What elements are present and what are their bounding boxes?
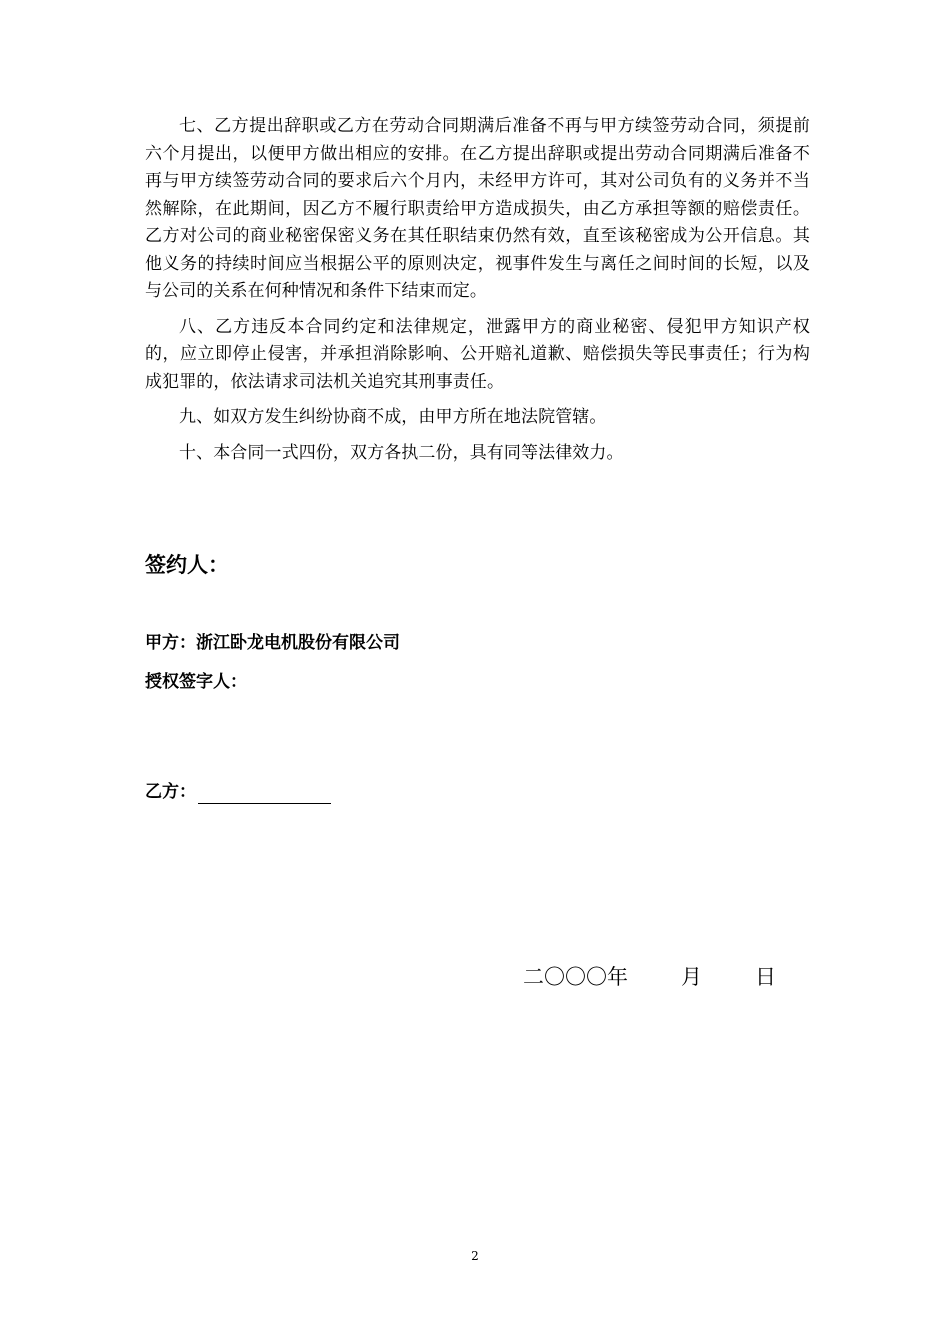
date-month: 月 (681, 965, 702, 989)
signatories-heading: 签约人： (145, 553, 229, 577)
party-b-label: 乙方： (145, 782, 196, 802)
clause-7: 七、乙方提出辞职或乙方在劳动合同期满后准备不再与甲方续签劳动合同，须提前六个月提出，以便甲方做出相应的安排。在乙方提出辞职或提出劳动合同期满后准备不再与甲方续签劳动合同的要求后六个月内，未经甲方许可，其对公司负有的义务并不当然解除，在此期间，因乙方不履行职责给甲方造成损失，由乙方承担等额的赔偿责任。乙方对公司的商业秘密保密义务在其任职结束仍然有效，直至该秘密成为公开信息。其他义务的持续时间应当根据公平的原则决定，视事件发生与离任之间时间的长短，以及与公司的关系在何种情况和条件下结束而定。 (145, 116, 810, 301)
authorized-signer-line: 授权签字人： (145, 672, 247, 692)
party-b-line (145, 780, 331, 804)
clause-10: 十、本合同一式四份，双方各执二份，具有同等法律效力。 (179, 442, 624, 463)
page-number: 2 (471, 1249, 479, 1263)
clause-8: 八、乙方违反本合同约定和法律规定，泄露甲方的商业秘密、侵犯甲方知识产权的，应立即停止侵害，并承担消除影响、公开赔礼道歉、赔偿损失等民事责任；行为构成犯罪的，依法请求司法机关追究其刑事责任。 (145, 316, 810, 392)
party-b-signature-blank (198, 785, 331, 804)
signing-date (523, 962, 776, 992)
clause-9: 九、如双方发生纠纷协商不成，由甲方所在地法院管辖。 (179, 407, 607, 427)
date-year: 二〇〇〇年 (523, 965, 628, 989)
date-day: 日 (755, 965, 776, 989)
contract-clauses (145, 113, 810, 475)
party-a-line: 甲方：浙江卧龙电机股份有限公司 (145, 633, 400, 653)
